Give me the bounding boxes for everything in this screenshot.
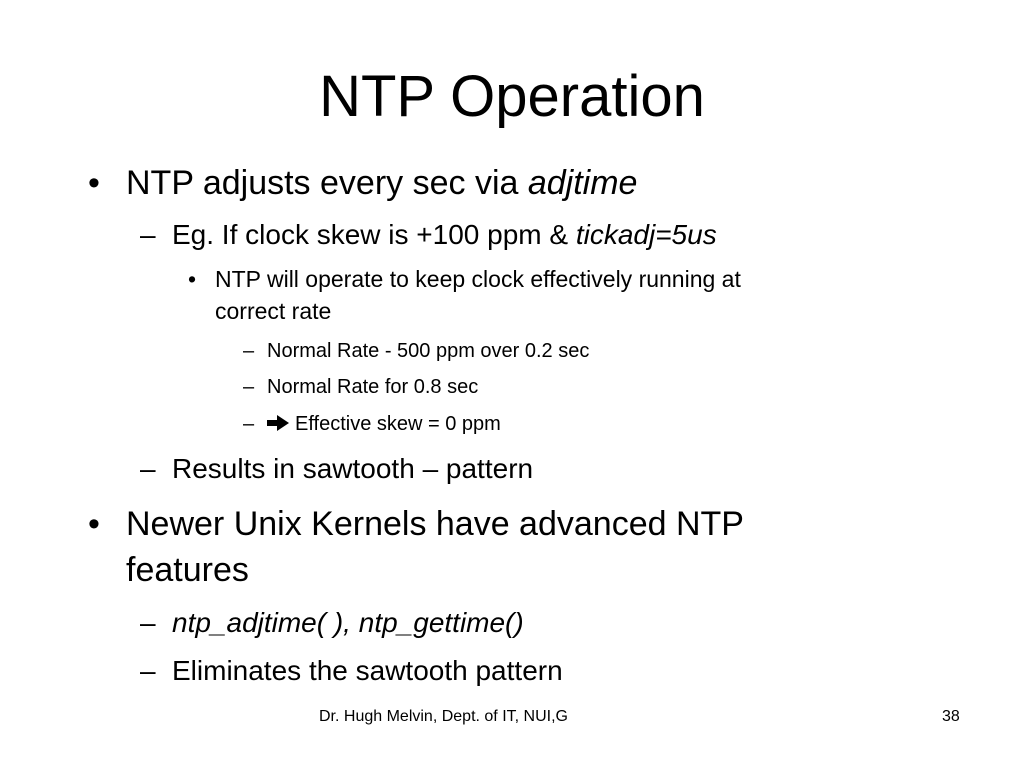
bullet-1-1-1-line-1: NTP will operate to keep clock effectively running at: [215, 266, 741, 292]
bullet-1-2: Results in sawtooth – pattern: [172, 453, 534, 484]
bullet-1-1-italic: tickadj=5us: [575, 219, 717, 250]
dash-marker: –: [140, 219, 156, 250]
bullet-2-2: Eliminates the sawtooth pattern: [172, 655, 563, 686]
bullet-1-1-1-line-2: correct rate: [215, 298, 332, 324]
dash-marker: –: [243, 340, 255, 362]
bullet-2-line-2: features: [126, 551, 249, 589]
bullet-marker: •: [188, 266, 197, 292]
dash-marker: –: [243, 413, 255, 435]
bullet-2-1: ntp_adjtime( ), ntp_gettime(): [172, 607, 524, 638]
dash-marker: –: [140, 453, 156, 484]
bullet-marker: •: [88, 164, 100, 202]
bullet-marker: •: [88, 505, 100, 543]
page-number: 38: [942, 708, 960, 725]
bullet-1-text: NTP adjusts every sec via: [126, 164, 528, 202]
list-item-effective-skew-text: Effective skew = 0 ppm: [295, 413, 501, 435]
list-item-effective-skew: [267, 410, 501, 438]
bullet-1-1-text: Eg. If clock skew is +100 ppm &: [172, 219, 576, 250]
right-arrow-icon: [267, 411, 289, 427]
dash-marker: –: [140, 655, 156, 686]
dash-marker: –: [140, 607, 156, 638]
list-item-normal-rate: Normal Rate for 0.8 sec: [267, 376, 479, 398]
bullet-1-1: [172, 217, 717, 253]
bullet-1: [126, 161, 637, 205]
slide-title: NTP Operation: [319, 64, 705, 129]
list-item-normal-rate-500: Normal Rate - 500 ppm over 0.2 sec: [267, 340, 590, 362]
dash-marker: –: [243, 376, 255, 398]
footer-author: Dr. Hugh Melvin, Dept. of IT, NUI,G: [319, 708, 568, 725]
bullet-1-italic: adjtime: [527, 164, 638, 202]
bullet-2-line-1: Newer Unix Kernels have advanced NTP: [126, 505, 744, 543]
